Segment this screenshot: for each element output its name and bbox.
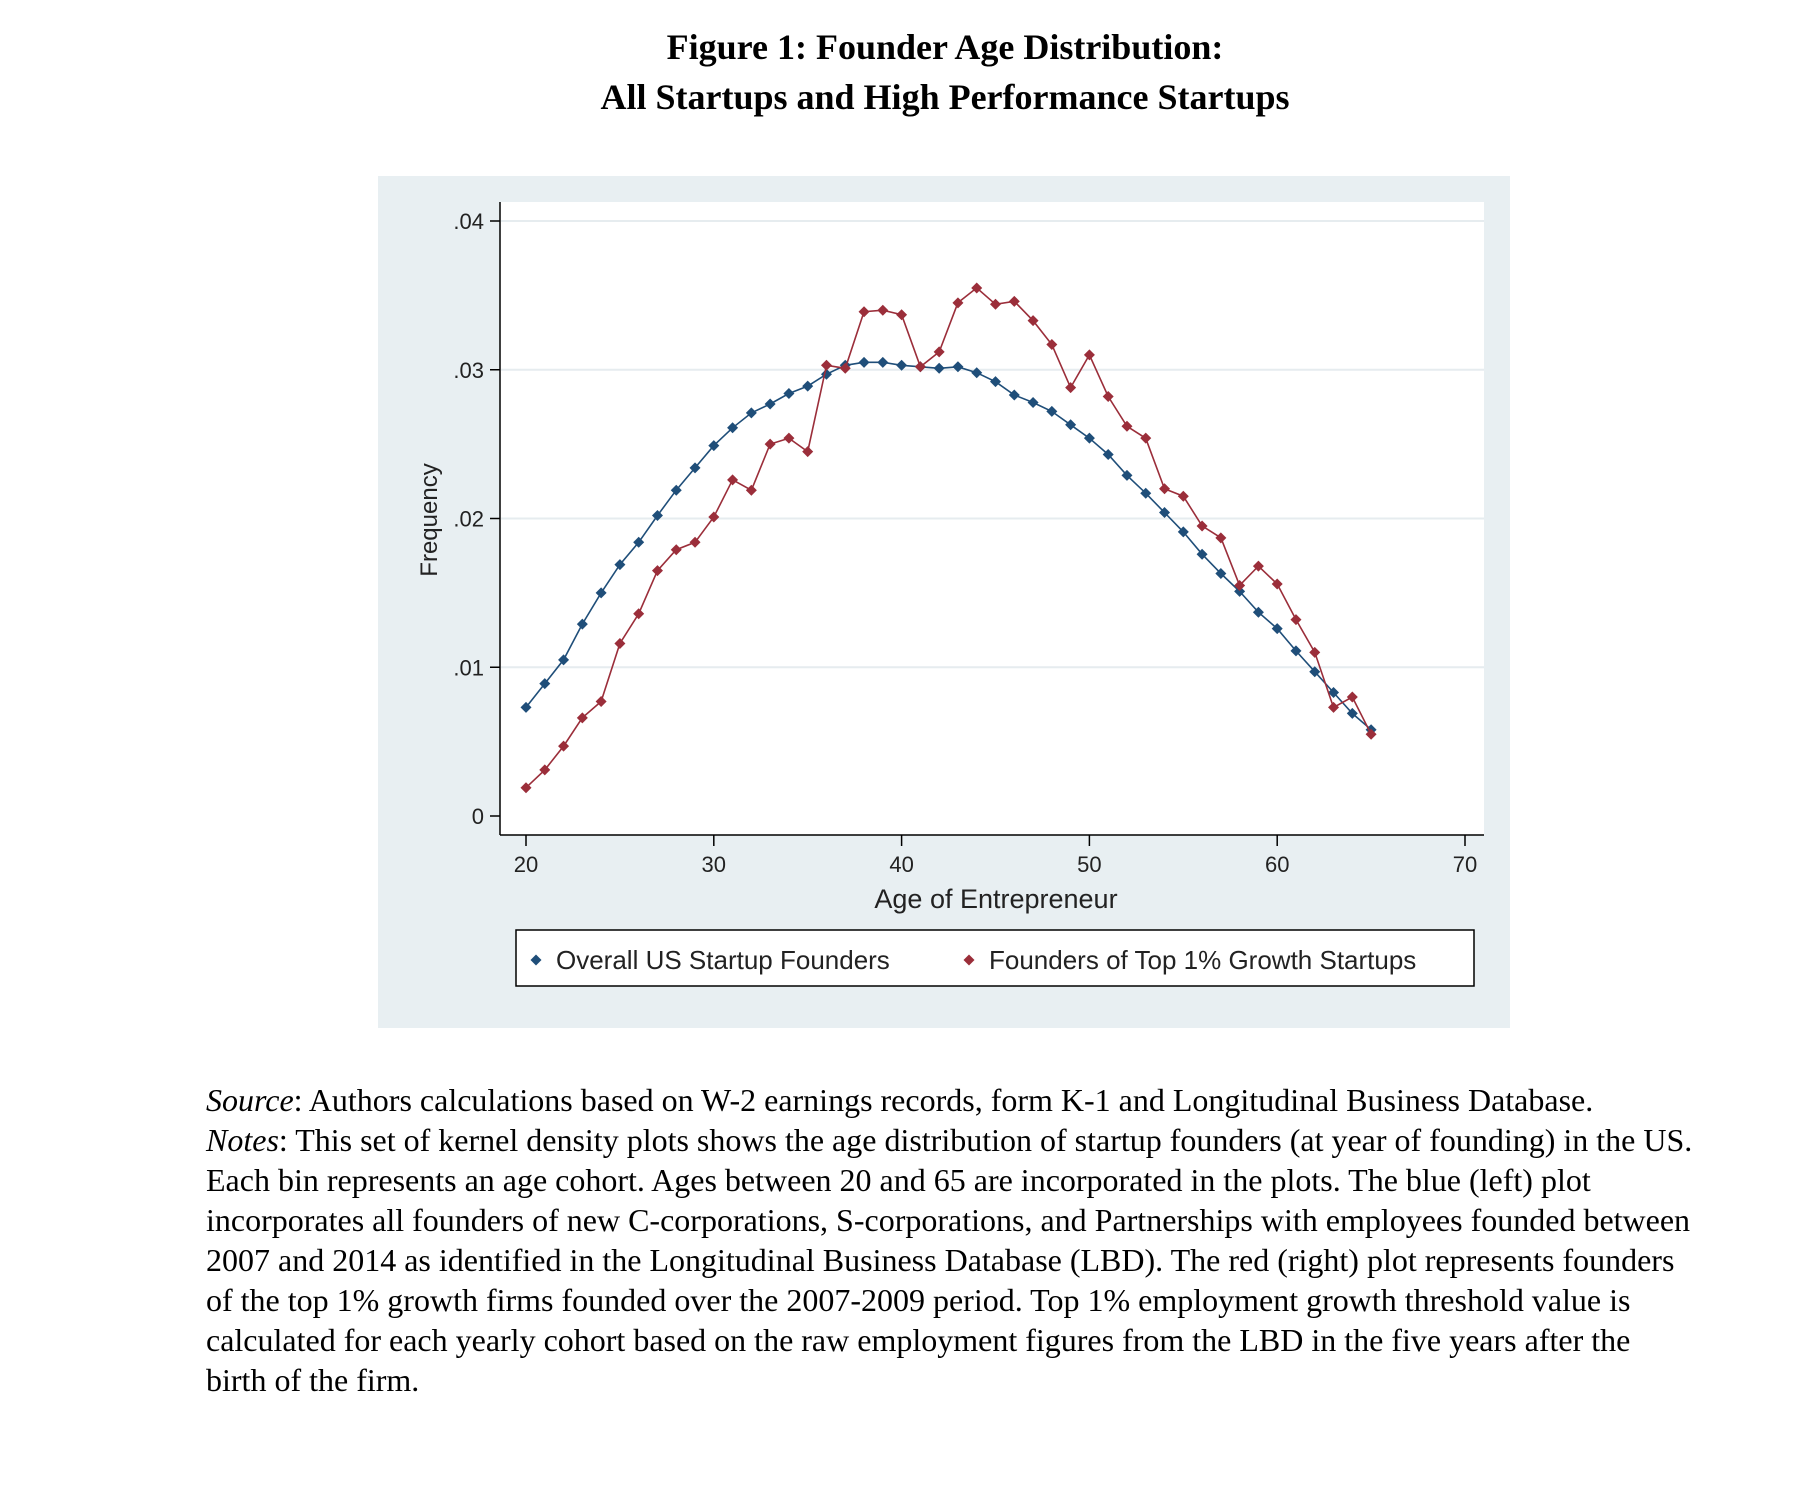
y-tick-label: .04 bbox=[453, 209, 484, 234]
figure-title-line2: All Startups and High Performance Startups bbox=[600, 77, 1290, 117]
x-tick-label: 30 bbox=[701, 852, 727, 877]
x-tick-label: 60 bbox=[1264, 852, 1290, 877]
caption-notes bbox=[206, 1120, 1696, 1400]
legend-label-overall: Overall US Startup Founders bbox=[556, 945, 890, 975]
y-axis-label: Frequency bbox=[416, 463, 443, 577]
figure-title-line1: Figure 1: Founder Age Distribution: bbox=[666, 27, 1224, 67]
y-tick-label: .02 bbox=[453, 506, 484, 532]
x-tick-label: 70 bbox=[1452, 852, 1478, 877]
y-tick-label: .03 bbox=[453, 357, 484, 383]
x-tick-label: 20 bbox=[513, 852, 539, 877]
x-axis-label: Age of Entrepreneur bbox=[874, 884, 1118, 914]
legend-label-top1pct: Founders of Top 1% Growth Startups bbox=[989, 945, 1417, 975]
x-tick-label: 40 bbox=[889, 852, 914, 877]
y-tick-label: .01 bbox=[453, 655, 484, 681]
figure-caption bbox=[206, 1080, 1696, 1400]
caption-source bbox=[206, 1080, 1696, 1120]
caption-notes-label: Notes bbox=[206, 1122, 279, 1158]
y-tick-label: 0 bbox=[471, 804, 484, 829]
caption-source-label: Source bbox=[206, 1082, 294, 1118]
legend bbox=[516, 930, 1474, 986]
x-tick-label: 50 bbox=[1077, 852, 1102, 877]
caption-notes-text: : This set of kernel density plots shows the age distribution of startup founders (at year of founding) in the US. Each bin represents an age cohort. Ages between 20 and 65 are incorporated in the plots. The blue (left) plot incorporates all founders of new C-corporations, S-corporations, and Partnerships with employees founded between 2007 and 2014 as identified in the Longitudinal Business Database (LBD). The red (right) plot represents founders of the top 1% growth firms founded over the 2007-2009 period. Top 1% employment growth threshold value is calculated for each yearly cohort based on the raw employment figures from the LBD in the five years after the birth of the firm. bbox=[206, 1122, 1693, 1398]
caption-source-text: : Authors calculations based on W-2 earnings records, form K-1 and Longitudinal Business Database. bbox=[293, 1082, 1594, 1118]
